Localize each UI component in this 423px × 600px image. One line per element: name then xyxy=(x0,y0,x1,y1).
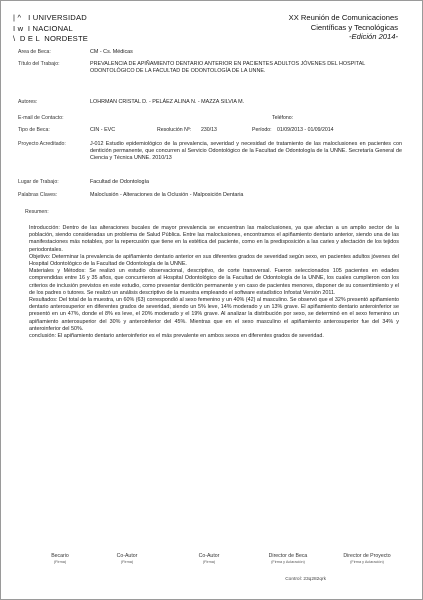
telefono-label: Teléfono: xyxy=(272,115,294,121)
resumen-metodos: Materiales y Métodos: Se realizó un estudio observacional, descriptivo, de corte transversal. Fueron seleccionados 105 pacientes en edades comprendidas entre 16 y 35 años, que concurrieron al Hospital Odontológico de la Facultad de Odontología de la UNNE, los cuales cumplieron con los criterios de inclusión previstos en este estudio, como presentar dentición permanente y en caso de pacientes menores, disponer de su consentimiento y el de los padres o tutores. Se realizó un análisis descriptivo de la muestra empleando el software estadístico Infostat Versión 2011. xyxy=(29,268,399,296)
autores-label: Autores: xyxy=(18,99,38,105)
university-logo xyxy=(13,13,88,45)
event-title-line1: XX Reunión de Comunicaciones xyxy=(288,13,398,22)
resolucion-value: 230/13 xyxy=(201,127,217,133)
lugar-value: Facultad de Odontología xyxy=(90,179,150,185)
area-label: Area de Beca: xyxy=(18,49,51,55)
event-edition: -Edición 2014- xyxy=(349,32,398,41)
resumen-objetivo: Objetivo: Determinar la prevalencia de apiñamiento dentario anterior en sus diferentes grados de severidad según sexo, en pacientes adultos jóvenes del Hospital Odontológico de la Facultad de Odontología de la UNNE. xyxy=(29,253,399,268)
event-header xyxy=(289,13,398,42)
autores-value: LOHRMAN CRISTAL D. - PELÁEZ ALINA N. - MAZZA SILVIA M. xyxy=(90,99,245,105)
signature-sub: (Firma) xyxy=(202,560,216,564)
tipo-value: CIN - EVC xyxy=(90,127,116,133)
email-label: E-mail de Contacto: xyxy=(18,115,64,121)
control-code: Control: 23q282qrk xyxy=(285,577,326,582)
palabras-value: Maloclusión - Alteraciones de la Oclusión - Malposición Dentaria xyxy=(90,192,244,198)
resumen-resultados: Resultados: Del total de la muestra, un 60% (63) correspondió al sexo femenino y un 40% (42) al masculino. Se observó que el 32% presentó apiñamiento dentario anterosuperior en diferentes grados de severidad, siendo un 5% leve, 14% moderado y un 13% grave. El apiñamiento dentario anteroinferior se presentó en un 47%, donde el 8% es leve, el 20% moderado y el 19% grave. Al analizar la distribución por sexo, se determinó en el sexo femenino un apiñamiento anterosuperior del 30% y anteroinferior del 45%. Mientras que en el sexo masculino el apiñamiento anterosuperior fue del 34% y anteroinferior del 50%. xyxy=(29,297,399,332)
logo-line: I w I NACIONAL xyxy=(13,23,73,33)
signature-director-proyecto xyxy=(332,553,402,565)
signature-name: Director de Proyecto xyxy=(343,553,391,559)
titulo-value: PREVALENCIA DE APIÑAMIENTO DENTARIO ANTERIOR EN PACIENTES ADULTOS JÓVENES DEL HOSPITAL ODONTOLÓGICO DE LA FACULTAD DE ODONTOLOGÍA DE LA UNNE. xyxy=(90,61,366,74)
resumen-conclusion: conclusión: El apiñamiento dentario anteroinferior es el más prevalente en ambos sexos en diferentes grados de severidad. xyxy=(29,333,324,340)
signature-sub: (Firma) xyxy=(120,560,134,564)
periodo-label: Período: xyxy=(252,127,272,133)
signature-coautor-1 xyxy=(92,553,162,565)
signature-sub: (Firma) xyxy=(53,560,67,564)
palabras-label: Palabras Claves: xyxy=(18,192,58,198)
resumen-label: Resumen: xyxy=(25,209,49,215)
resumen-body xyxy=(29,225,399,340)
tipo-label: Tipo de Beca: xyxy=(18,127,50,133)
area-value: CM - Cs. Médicas xyxy=(90,49,133,55)
signature-name: Co-Autor xyxy=(116,553,138,559)
signature-becario xyxy=(25,553,95,565)
signature-name: Becario xyxy=(51,553,69,559)
periodo-value: 01/09/2013 - 01/09/2014 xyxy=(277,127,334,133)
signature-coautor-2 xyxy=(174,553,244,565)
lugar-label: Lugar de Trabajo: xyxy=(18,179,59,185)
signature-name: Director de Beca xyxy=(268,553,308,559)
titulo-label: Título del Trabajo: xyxy=(18,61,60,67)
logo-line: | ^ I UNIVERSIDAD xyxy=(13,13,87,22)
proyecto-value: J-012 Estudio epidemiológico de la prevalencia, severidad y necesidad de tratamiento de las maloclusiones en pacientes con dentición permanente, que concurren al Servicio Odontológico de la Facultad de Odontología de la UNNE. Secretaría General de Ciencia y Técnica UNNE. 2010/13 xyxy=(90,141,402,161)
signature-sub: (Firma y Aclaración) xyxy=(350,560,384,564)
signature-name: Co-Autor xyxy=(198,553,220,559)
event-title-line2: Científicas y Tecnológicas xyxy=(310,22,398,32)
proyecto-label: Proyecto Acreditado: xyxy=(18,141,66,147)
signature-director-beca xyxy=(253,553,323,565)
resumen-introduccion: Introducción: Dentro de las alteraciones bucales de mayor prevalencia se encuentran las maloclusiones, ya que afectan a un amplio sector de la población, siendo consideradas un problema de Salud Pública. Entre las maloclusiones, encontramos el apiñamiento dentario anterior, siendo una de las manifestaciones más notables, por la repercusión que tiene en la estética del paciente, como en la predisposición a las caries y afectación de los tejidos periodontales. xyxy=(29,225,399,253)
signature-sub: (Firma y Aclaración) xyxy=(271,560,305,564)
resolucion-label: Resolución Nº: xyxy=(157,127,192,133)
logo-line: \ D E L NORDESTE xyxy=(13,34,89,43)
